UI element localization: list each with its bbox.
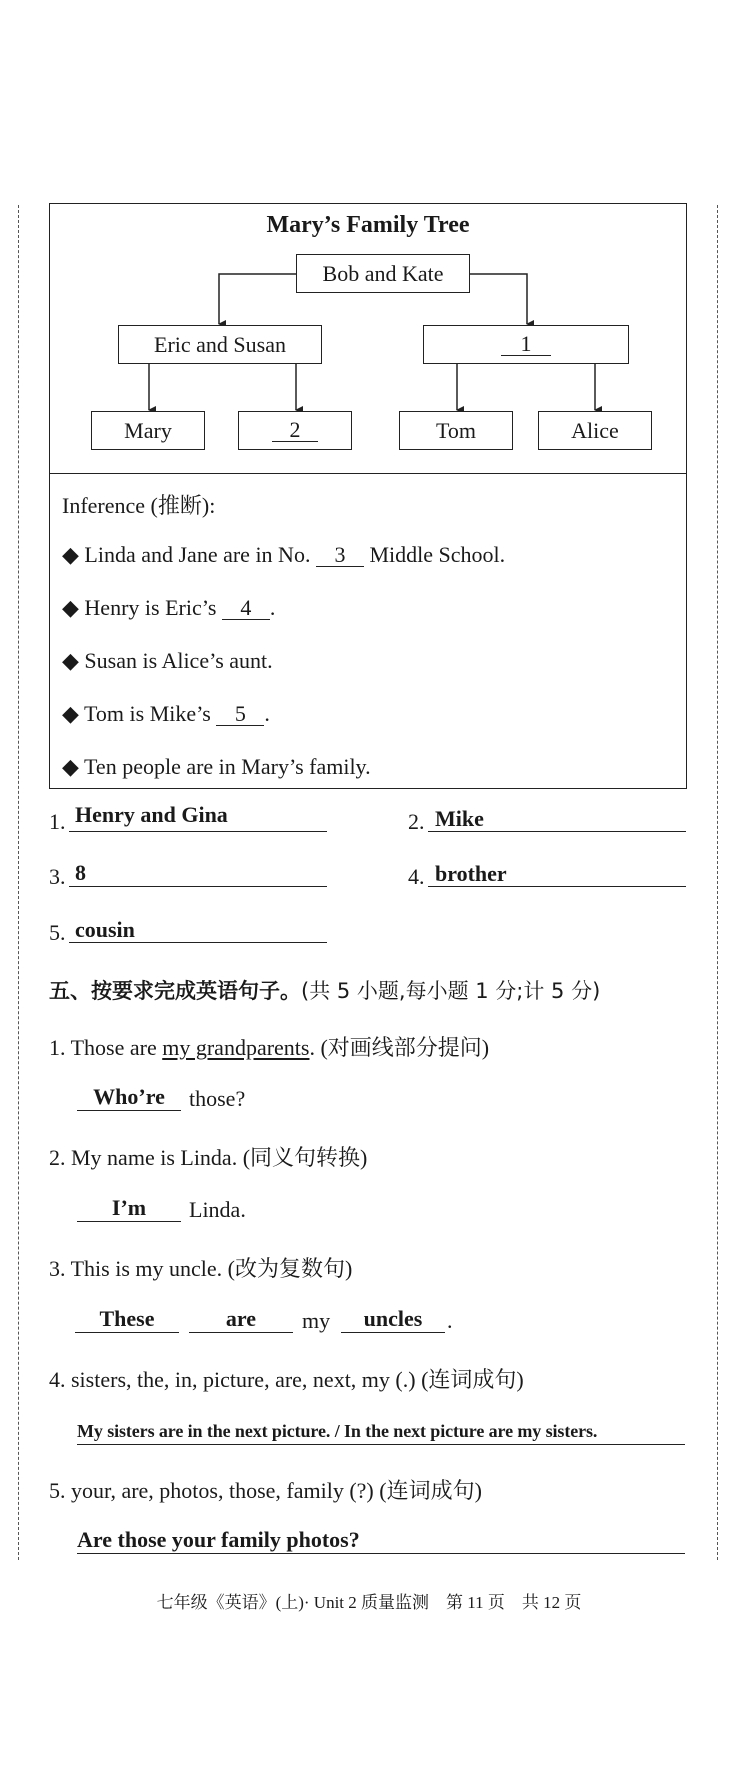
- inference-text: ◆ Susan is Alice’s aunt.: [62, 648, 273, 673]
- page-footer: 七年级《英语》(上)· Unit 2 质量监测 第 11 页 共 12 页: [156, 1593, 582, 1612]
- inference-heading: Inference (推断):: [62, 493, 216, 518]
- answer-1: Henry and Gina: [75, 802, 228, 827]
- question-4: 4. sisters, the, in, picture, are, next, my (.) (连词成句): [49, 1367, 524, 1392]
- answer-num: 5.: [49, 920, 66, 945]
- node-label: Mary: [124, 417, 172, 443]
- left-cut-line: [18, 205, 19, 1560]
- inference-text: ◆ Ten people are in Mary’s family.: [62, 754, 371, 779]
- answer-q3-2: are: [189, 1306, 293, 1333]
- inference-text: .: [269, 595, 276, 620]
- inference-text: ◆ Henry is Eric’s: [62, 595, 222, 620]
- node-eric-and-susan: [118, 325, 322, 364]
- answer-q5: Are those your family photos?: [77, 1527, 685, 1554]
- question-2: 2. My name is Linda. (同义句转换): [49, 1145, 368, 1170]
- blank-3: 3: [316, 544, 364, 567]
- answer-q1: Who’re: [77, 1084, 181, 1111]
- answer-q4: My sisters are in the next picture. / In the next picture are my sisters.: [77, 1418, 685, 1445]
- inference-item: [62, 542, 505, 568]
- inference-item: [62, 648, 273, 674]
- section-points: (共 5 小题,每小题 1 分;计 5 分): [301, 979, 601, 1003]
- answer-5: cousin: [75, 917, 135, 942]
- inference-item: [62, 754, 371, 780]
- inference-text: .: [264, 701, 270, 726]
- inference-text: ◆ Tom is Mike’s: [62, 701, 217, 726]
- q-text: . (对画线部分提问): [309, 1035, 490, 1060]
- q3-end: .: [447, 1308, 453, 1333]
- node-label: Alice: [571, 417, 619, 443]
- node-blank-1: [423, 325, 629, 364]
- node-label: Bob and Kate: [322, 260, 444, 286]
- right-cut-line: [717, 205, 718, 1560]
- node-blank-2: [238, 411, 352, 450]
- answer-num: 4.: [408, 864, 425, 889]
- answer-q3-1: These: [75, 1306, 179, 1333]
- inference-item: [62, 701, 270, 727]
- answer-q2: I’m: [77, 1195, 181, 1222]
- node-label: Tom: [435, 417, 476, 443]
- inference-text: ◆ Linda and Jane are in No.: [62, 542, 316, 567]
- section-title: [49, 975, 600, 1005]
- section-heading: 五、按要求完成英语句子。: [49, 979, 301, 1003]
- q-text: 1. Those are: [49, 1035, 163, 1060]
- question-1: [49, 1031, 489, 1062]
- answer-q3-3: uncles: [341, 1306, 445, 1333]
- blank-2: 2: [272, 419, 318, 442]
- inference-item: [62, 595, 275, 621]
- answer-num: 2.: [408, 809, 425, 834]
- answer-4: brother: [435, 861, 507, 886]
- answer-line: [69, 858, 327, 887]
- node-label: Eric and Susan: [154, 331, 286, 357]
- tree-divider: [50, 473, 686, 474]
- question-3: 3. This is my uncle. (改为复数句): [49, 1256, 353, 1281]
- blank-1: 1: [501, 333, 551, 356]
- family-tree-panel: [49, 203, 687, 789]
- q3-mid: my: [302, 1308, 331, 1333]
- tree-title: Mary’s Family Tree: [266, 212, 470, 238]
- answer-3: 8: [75, 860, 86, 885]
- answer-2: Mike: [435, 806, 484, 831]
- blank-4: 4: [222, 597, 270, 620]
- answer-num: 1.: [49, 809, 66, 834]
- node-tom: [399, 411, 513, 450]
- q2-rest: Linda.: [189, 1197, 246, 1222]
- node-mary: [91, 411, 205, 450]
- question-5: 5. your, are, photos, those, family (?) (连词成句): [49, 1478, 482, 1503]
- blank-5: 5: [216, 703, 264, 726]
- inference-text: Middle School.: [363, 542, 506, 567]
- answer-num: 3.: [49, 864, 66, 889]
- node-alice: [538, 411, 652, 450]
- q1-rest: those?: [189, 1086, 246, 1111]
- underlined-phrase: my grandparents: [162, 1035, 310, 1060]
- node-bob-and-kate: [296, 254, 470, 293]
